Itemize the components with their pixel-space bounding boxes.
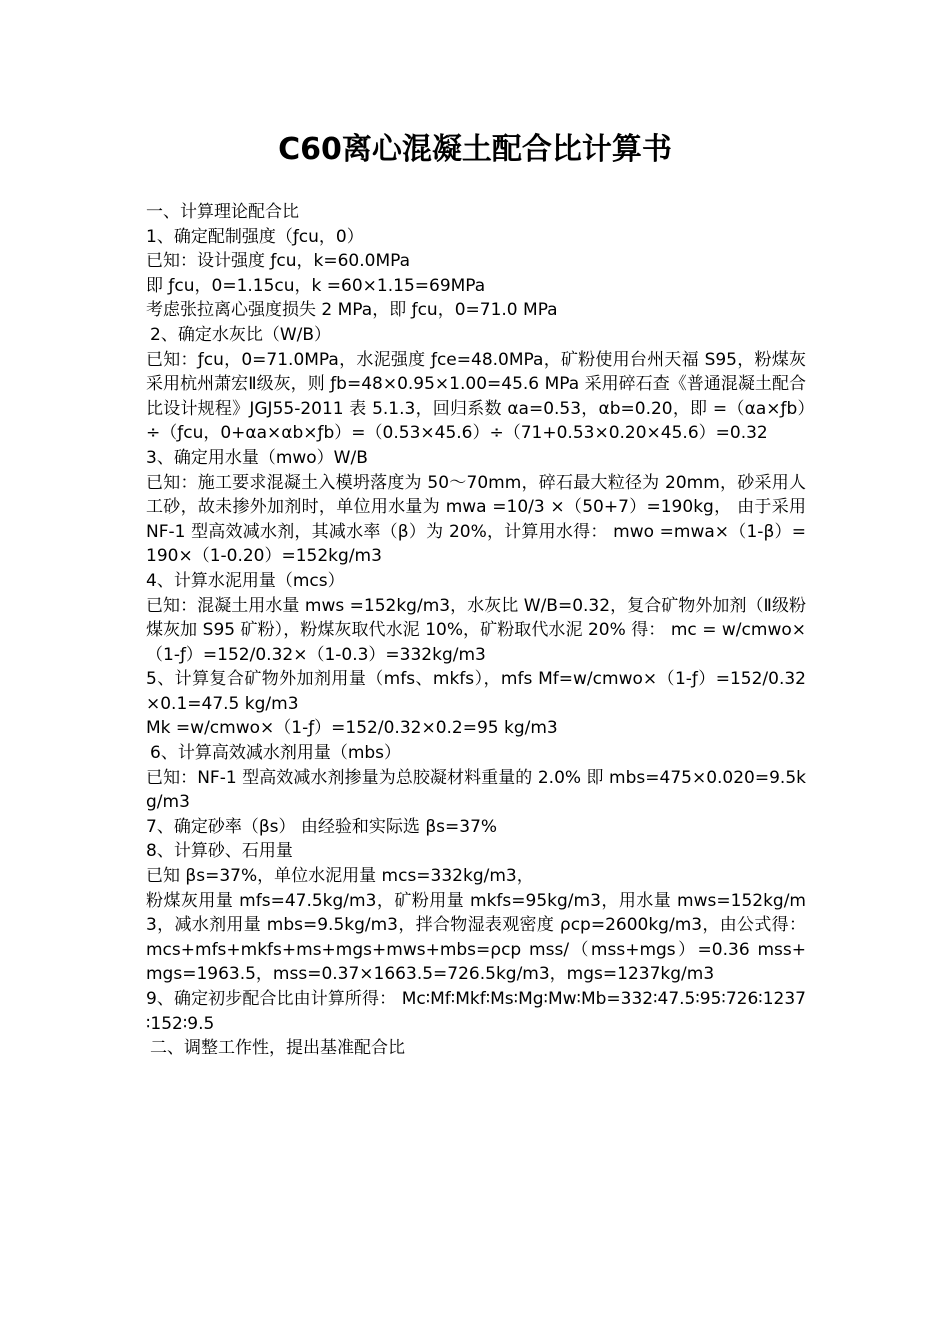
paragraph-mk: Mk =w/cmwo×（1-ƒ）=152/0.32×0.2=95 kg/m3 bbox=[146, 718, 558, 739]
document-body bbox=[146, 200, 806, 1061]
step-7-paragraph: 7、确定砂率（βs） 由经验和实际选 βs=37% bbox=[146, 816, 498, 837]
step-8-heading: 8、计算砂、石用量 bbox=[146, 841, 293, 862]
document-title: C60离心混凝土配合比计算书 bbox=[278, 132, 672, 167]
section-heading-1: 一、计算理论配合比 bbox=[146, 202, 299, 222]
paragraph-water-content: 已知：施工要求混凝土入模坍落度为 50～70mm，碎石最大粒径为 20mm，砂采用人工砂，故未掺外加剂时，单位用水量为 mwa =10/3 ×（50+7）=190kg， 由于采用 NF-1 型高效减水剂，其减水率（β）为 20%，计算用水得： mwo =mwa×（1-β）=190×（1-0.20）=152kg/m3 bbox=[146, 472, 806, 567]
paragraph-sand-stone-calc: 粉煤灰用量 mfs=47.5kg/m3，矿粉用量 mkfs=95kg/m3，用水量 mws=152kg/m3，减水剂用量 mbs=9.5kg/m3，拌合物湿表观密度 ρcp=2600kg/m3，由公式得： mcs+mfs+mkfs+ms+mgs+mws+mbs=ρcp mss/（mss+mgs）=0.36 mss+mgs=1963.5，mss=0.37×1663.5=726.5kg/m3，mgs=1237kg/m3 bbox=[146, 890, 806, 985]
paragraph-known-strength: 已知：设计强度 ƒcu，k=60.0MPa bbox=[146, 251, 411, 272]
paragraph-superplasticizer: 已知：NF-1 型高效减水剂掺量为总胶凝材料重量的 2.0% 即 mbs=475×0.020=9.5kg/m3 bbox=[146, 767, 806, 813]
paragraph-cement-content: 已知：混凝土用水量 mws =152kg/m3，水灰比 W/B=0.32，复合矿物外加剂（Ⅱ级粉煤灰加 S95 矿粉），粉煤灰取代水泥 10%，矿粉取代水泥 20% 得： mc = w/cmwo×（1-ƒ）=152/0.32×（1-0.3）=332kg/m3 bbox=[146, 595, 806, 665]
paragraph-sand-ratio: 已知 βs=37%，单位水泥用量 mcs=332kg/m3， bbox=[146, 866, 534, 887]
section-heading-2: 二、调整工作性，提出基准配合比 bbox=[150, 1038, 405, 1059]
paragraph-water-binder: 已知：ƒcu，0=71.0MPa，水泥强度 ƒce=48.0MPa，矿粉使用台州天福 S95，粉煤灰采用杭州萧宏Ⅱ级灰，则 ƒb=48×0.95×1.00=45.6 MPa 采用碎石查《普通混凝土配合比设计规程》JGJ55-2011 表 5.1.3，回归系数 αa=0.53，αb=0.20，即 =（αa×ƒb）÷（ƒcu，0+αa×αb×ƒb）=（0.53×45.6）÷（71+0.53×0.20×45.6）=0.32 bbox=[146, 349, 806, 444]
step-6-heading: 6、计算高效减水剂用量（mbs） bbox=[150, 743, 402, 764]
step-4-heading: 4、计算水泥用量（mcs） bbox=[146, 570, 345, 591]
step-9-paragraph: 9、确定初步配合比由计算所得： Mc∶Mf∶Mkf∶Ms∶Mg∶Mw∶Mb=332∶47.5∶95∶726∶1237∶152∶9.5 bbox=[146, 989, 806, 1034]
paragraph-tension-loss: 考虑张拉离心强度损失 2 MPa，即 ƒcu，0=71.0 MPa bbox=[146, 300, 558, 321]
paragraph-fcu0: 即 ƒcu，0=1.15cu，k =60×1.15=69MPa bbox=[146, 275, 486, 296]
step-3-heading: 3、确定用水量（mwo）W/B bbox=[146, 447, 368, 468]
step-5-paragraph: 5、计算复合矿物外加剂用量（mfs、mkfs），mfs Mf=w/cmwo×（1-ƒ）=152/0.32×0.1=47.5 kg/m3 bbox=[146, 669, 806, 714]
step-1-heading: 1、确定配制强度（ƒcu，0） bbox=[146, 226, 364, 247]
step-2-heading: 2、确定水灰比（W/B） bbox=[150, 324, 332, 345]
